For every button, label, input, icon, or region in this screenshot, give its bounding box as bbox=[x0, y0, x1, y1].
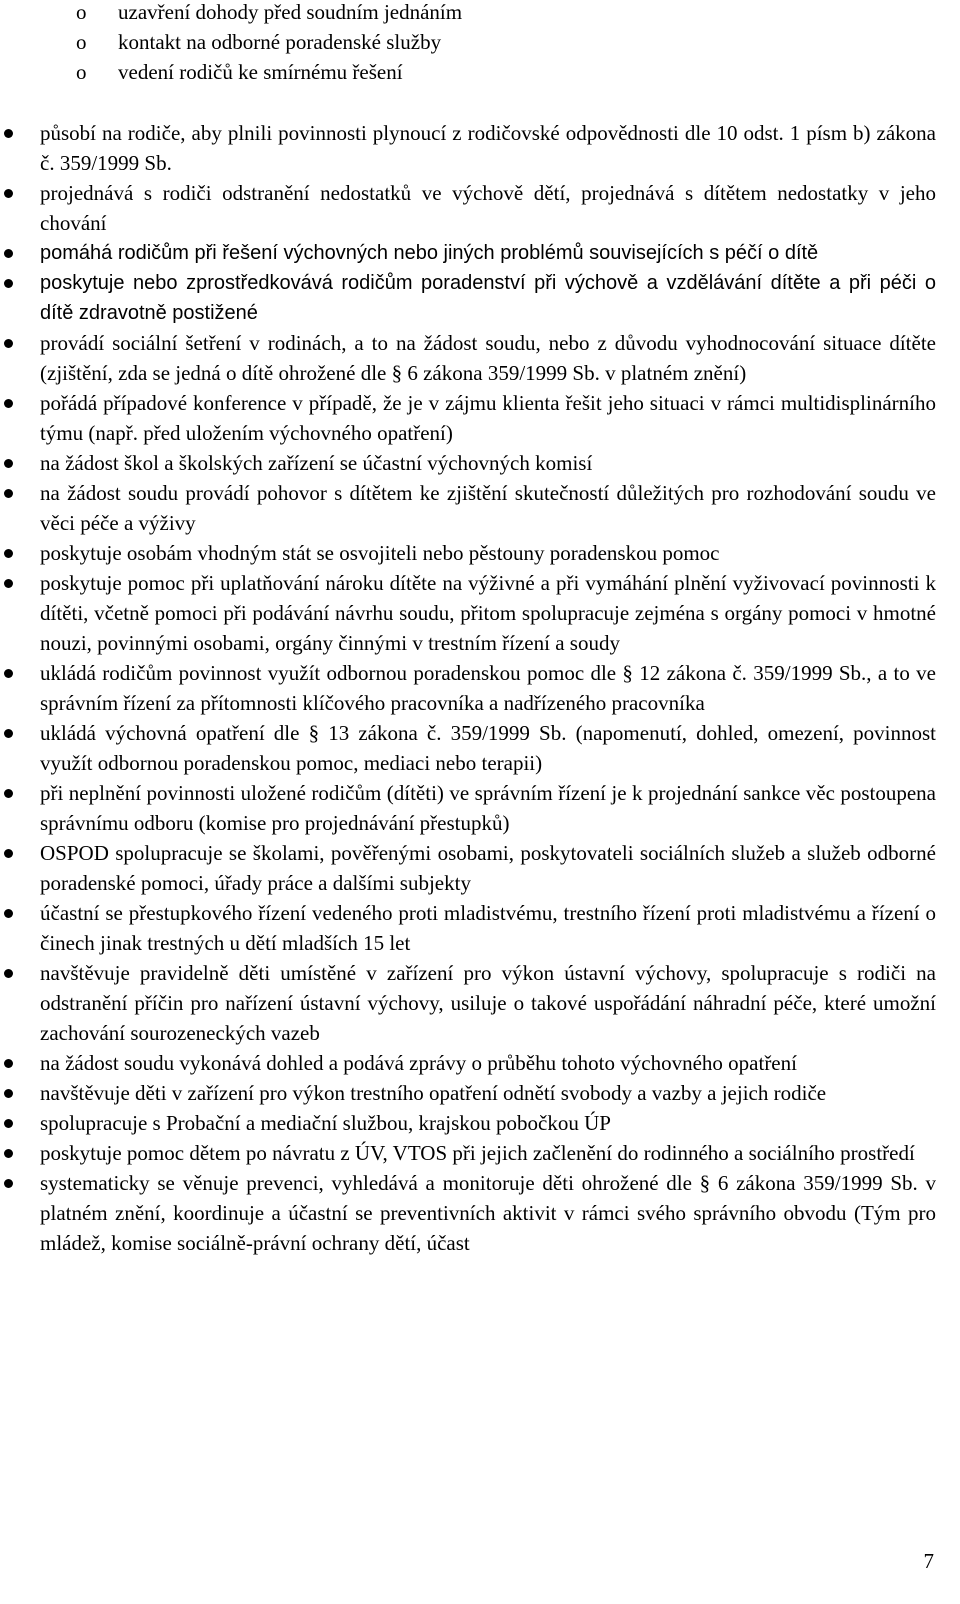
list-item-text: navštěvuje pravidelně děti umístěné v zařízení pro výkon ústavní výchovy, spolupracuje s rodiči na odstranění příčin pro nařízení ústavní výchovy, usiluje o takové uspořádání náhradní péče, které umožní zachování sourozeneckých vazeb bbox=[40, 961, 936, 1045]
list-item-text: při neplnění povinnosti uložené rodičům (dítěti) ve správním řízení je k projednání sankce věc postoupena správnímu odboru (komise pro projednávání přestupků) bbox=[40, 781, 936, 835]
page-number: 7 bbox=[923, 1549, 934, 1573]
list-item bbox=[0, 778, 936, 838]
sub-list-item-text: uzavření dohody před soudním jednáním bbox=[118, 0, 463, 24]
sub-list-item bbox=[76, 57, 936, 87]
bullet-dot-icon bbox=[4, 489, 13, 498]
sub-bullet-list bbox=[76, 0, 936, 87]
list-item bbox=[0, 1168, 936, 1258]
list-item bbox=[0, 958, 936, 1048]
list-item bbox=[0, 388, 936, 448]
list-item-text: poskytuje pomoc při uplatňování nároku dítěte na výživné a při vymáhání plnění vyživovací povinnosti k dítěti, včetně pomoci při podávání návrhu soudu, přitom spolupracuje zejména s orgány pomoci v hmotné nouzi, povinnými osobami, orgány činnými v trestním řízení a soudy bbox=[40, 571, 936, 655]
list-item-text: účastní se přestupkového řízení vedeného proti mladistvému, trestního řízení proti mladistvému a řízení o činech jinak trestných u dětí mladších 15 let bbox=[40, 901, 936, 955]
list-item-text: pomáhá rodičům při řešení výchovných nebo jiných problémů souvisejících s péčí o dítě bbox=[40, 242, 819, 264]
bullet-dot-icon bbox=[4, 579, 13, 588]
bullet-dot-icon bbox=[4, 1119, 13, 1128]
circle-bullet-marker: o bbox=[76, 60, 87, 84]
bullet-dot-icon bbox=[4, 789, 13, 798]
list-item-text: poskytuje osobám vhodným stát se osvojiteli nebo pěstouny poradenskou pomoc bbox=[40, 541, 720, 565]
sub-list-item-text: vedení rodičů ke smírnému řešení bbox=[118, 60, 403, 84]
circle-bullet-marker: o bbox=[76, 0, 87, 24]
bullet-dot-icon bbox=[4, 1059, 13, 1068]
bullet-dot-icon bbox=[4, 1179, 13, 1188]
list-item-text: provádí sociální šetření v rodinách, a to na žádost soudu, nebo z důvodu vyhodnocování situace dítěte (zjištění, zda se jedná o dítě ohrožené dle § 6 zákona 359/1999 Sb. v platném znění) bbox=[40, 331, 936, 385]
list-item bbox=[0, 838, 936, 898]
main-bullet-list bbox=[0, 118, 960, 1258]
sub-list-item bbox=[76, 0, 936, 27]
list-item-text: na žádost soudu vykonává dohled a podává zprávy o průběhu tohoto výchovného opatření bbox=[40, 1051, 797, 1075]
sub-list-item bbox=[76, 27, 936, 57]
bullet-dot-icon bbox=[4, 1089, 13, 1098]
list-item-text: působí na rodiče, aby plnili povinnosti plynoucí z rodičovské odpovědnosti dle 10 odst. 1 písm b) zákona č. 359/1999 Sb. bbox=[40, 121, 936, 175]
list-item-text: ukládá rodičům povinnost využít odbornou poradenskou pomoc dle § 12 zákona č. 359/1999 Sb., a to ve správním řízení za přítomnosti klíčového pracovníka a nadřízeného pracovníka bbox=[40, 661, 936, 715]
bullet-dot-icon bbox=[4, 909, 13, 918]
list-item-text: ukládá výchovná opatření dle § 13 zákona č. 359/1999 Sb. (napomenutí, dohled, omezení, povinnost využít odbornou poradenskou pomoc, mediaci nebo terapii) bbox=[40, 721, 936, 775]
bullet-dot-icon bbox=[4, 399, 13, 408]
list-item-text: spolupracuje s Probační a mediační službou, krajskou pobočkou ÚP bbox=[40, 1111, 611, 1135]
list-item-text: OSPOD spolupracuje se školami, pověřenými osobami, poskytovateli sociálních služeb a služeb odborné poradenské pomoci, úřady práce a dalšími subjekty bbox=[40, 841, 936, 895]
bullet-dot-icon bbox=[4, 189, 13, 198]
list-item-text: navštěvuje děti v zařízení pro výkon trestního opatření odnětí svobody a vazby a jejich rodiče bbox=[40, 1081, 827, 1105]
list-item-text: poskytuje pomoc dětem po návratu z ÚV, VTOS při jejich začlenění do rodinného a sociálního prostředí bbox=[40, 1141, 915, 1165]
list-item bbox=[0, 898, 936, 958]
list-item bbox=[0, 1108, 936, 1138]
list-item bbox=[0, 1048, 936, 1078]
bullet-dot-icon bbox=[4, 459, 13, 468]
bullet-dot-icon bbox=[4, 729, 13, 738]
bullet-dot-icon bbox=[4, 279, 13, 288]
list-item bbox=[0, 268, 936, 328]
list-item bbox=[0, 718, 936, 778]
list-item bbox=[0, 118, 936, 178]
list-item bbox=[0, 328, 936, 388]
bullet-dot-icon bbox=[4, 1149, 13, 1158]
bullet-dot-icon bbox=[4, 339, 13, 348]
list-item bbox=[0, 478, 936, 538]
list-item bbox=[0, 448, 936, 478]
list-item-text: systematicky se věnuje prevenci, vyhledává a monitoruje děti ohrožené dle § 6 zákona 359/1999 Sb. v platném znění, koordinuje a účastní se preventivních aktivit v rámci svého správního obvodu (Tým pro mládež, komise sociálně-právní ochrany dětí, účast bbox=[40, 1171, 936, 1255]
list-item bbox=[0, 658, 936, 718]
list-item bbox=[0, 1138, 936, 1168]
circle-bullet-marker: o bbox=[76, 30, 87, 54]
list-item bbox=[0, 568, 936, 658]
bullet-dot-icon bbox=[4, 849, 13, 858]
bullet-dot-icon bbox=[4, 669, 13, 678]
bullet-dot-icon bbox=[4, 969, 13, 978]
list-item-text: na žádost soudu provádí pohovor s dítětem ke zjištění skutečností důležitých pro rozhodování soudu ve věci péče a výživy bbox=[40, 481, 936, 535]
bullet-dot-icon bbox=[4, 129, 13, 138]
list-item bbox=[0, 178, 936, 238]
list-item bbox=[0, 1078, 936, 1108]
bullet-dot-icon bbox=[4, 249, 13, 258]
list-item bbox=[0, 538, 936, 568]
list-item-text: na žádost škol a školských zařízení se účastní výchovných komisí bbox=[40, 451, 593, 475]
list-item-text: poskytuje nebo zprostředkovává rodičům poradenství při výchově a vzdělávání dítěte a při péči o dítě zdravotně postižené bbox=[40, 272, 936, 324]
list-item-text: projednává s rodiči odstranění nedostatků ve výchově dětí, projednává s dítětem nedostatky v jeho chování bbox=[40, 181, 936, 235]
bullet-dot-icon bbox=[4, 549, 13, 558]
list-item-text: pořádá případové konference v případě, že je v zájmu klienta řešit jeho situaci v rámci multidisplinárního týmu (např. před uložením výchovného opatření) bbox=[40, 391, 936, 445]
list-item bbox=[0, 238, 936, 268]
sub-list-item-text: kontakt na odborné poradenské služby bbox=[118, 30, 442, 54]
